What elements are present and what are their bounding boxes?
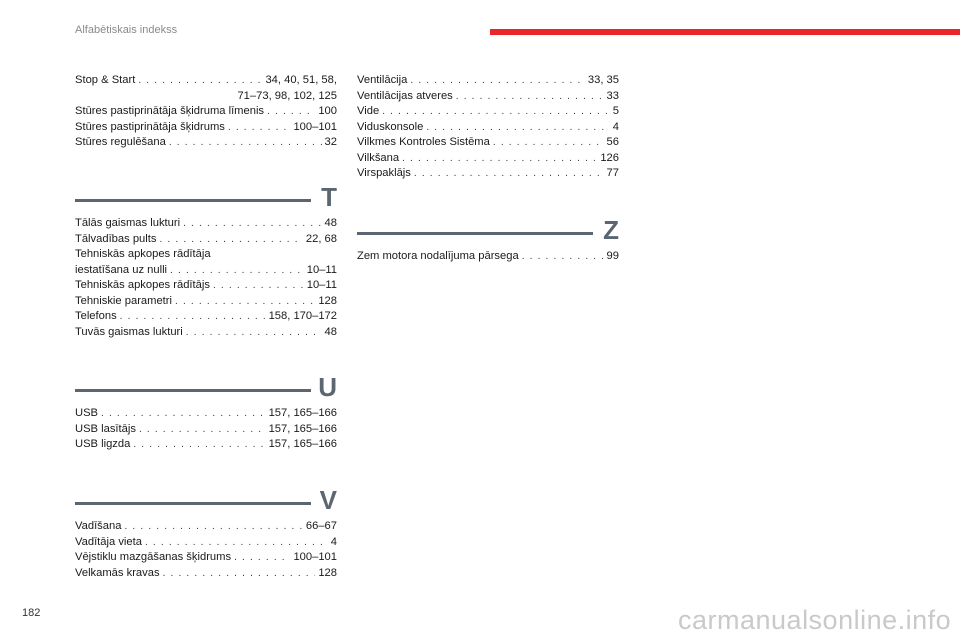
index-entry — [357, 249, 619, 265]
entry-label: Vadīšana — [75, 520, 122, 532]
entry-pages: 77 — [606, 167, 619, 179]
entry-label: Tuvās gaismas lukturi — [75, 325, 183, 338]
entry-label: Tehniskie parametri — [75, 294, 172, 307]
dot-leader — [493, 135, 604, 151]
entry-label: Stūres regulēšana — [75, 136, 166, 148]
entry-label: Ventilācijas atveres — [357, 89, 453, 102]
dot-leader — [183, 216, 321, 232]
section-divider — [357, 213, 619, 243]
entry-pages: 48 — [324, 325, 337, 338]
dot-leader — [414, 166, 604, 182]
entry-label: Tālvadības pults — [75, 232, 157, 245]
dot-leader — [175, 294, 315, 310]
entry-label: Vide — [357, 105, 380, 117]
divider-rule — [75, 502, 311, 505]
index-entry — [357, 151, 619, 167]
section-v — [75, 483, 337, 581]
section-letter: V — [319, 485, 337, 515]
dot-leader — [170, 263, 304, 279]
entry-pages: 128 — [318, 566, 337, 579]
index-entry — [357, 135, 619, 151]
entry-pages: 22, 68 — [305, 232, 337, 245]
entry-label: iestatīšana uz nulli — [75, 263, 168, 276]
dot-leader — [138, 73, 262, 89]
dot-leader — [234, 550, 290, 566]
entry-label: Stūres pastiprinātāja šķidruma līmenis — [75, 105, 265, 117]
entry-pages: 32 — [324, 136, 337, 148]
dot-leader — [456, 89, 604, 105]
entry-pages: 157, 165–166 — [268, 438, 337, 450]
index-entry — [75, 232, 337, 248]
index-entry — [357, 104, 619, 120]
entry-pages: 157, 165–166 — [268, 422, 337, 435]
header-accent-bar — [490, 29, 960, 35]
section-letter: Z — [603, 215, 619, 245]
entry-pages: 100 — [318, 105, 337, 117]
dot-leader — [124, 519, 302, 535]
entry-pages: 4 — [330, 535, 337, 548]
index-entry — [75, 422, 337, 438]
section-divider — [75, 483, 337, 513]
dot-leader — [426, 120, 609, 136]
entry-pages: 56 — [606, 136, 619, 148]
dot-leader — [163, 566, 316, 582]
index-entry — [75, 550, 337, 566]
divider-rule — [75, 389, 311, 392]
entry-label: Ventilācija — [357, 74, 408, 86]
entry-pages: 128 — [318, 294, 337, 307]
index-entry — [75, 406, 337, 422]
divider-rule — [357, 232, 593, 235]
entry-label: Virspaklājs — [357, 167, 411, 179]
dot-leader — [522, 249, 604, 265]
section-u — [75, 370, 337, 453]
dot-leader — [228, 120, 291, 136]
entry-pages: 4 — [612, 120, 619, 133]
dot-leader — [139, 422, 266, 438]
section-divider — [75, 370, 337, 400]
entry-pages: 34, 40, 51, 58, — [265, 74, 337, 86]
page-number: 182 — [22, 607, 41, 619]
entry-pages: 10–11 — [306, 279, 337, 291]
entry-label: Stūres pastiprinātāja šķidrums — [75, 120, 225, 133]
entry-pages: 5 — [612, 105, 619, 117]
entry-pages: 126 — [600, 151, 619, 164]
index-entry — [75, 73, 337, 89]
section-divider — [75, 180, 337, 210]
entry-label: Tehniskās apkopes rādītājs — [75, 279, 210, 291]
index-entry — [75, 437, 337, 453]
index-entry — [75, 135, 337, 151]
entry-label: Viduskonsole — [357, 120, 424, 133]
entry-label: Zem motora nodalījuma pārsega — [357, 250, 519, 262]
section-t — [75, 180, 337, 340]
entry-pages-continued: 71–73, 98, 102, 125 — [237, 89, 337, 102]
index-entry — [75, 120, 337, 136]
dot-leader — [120, 309, 266, 325]
dot-leader — [402, 151, 597, 167]
entry-pages: 158, 170–172 — [268, 310, 337, 322]
divider-rule — [75, 199, 311, 202]
entry-pages: 100–101 — [293, 120, 337, 133]
entry-pages: 33 — [606, 89, 619, 102]
dot-leader — [410, 73, 585, 89]
index-entry — [75, 519, 337, 535]
entry-pages: 66–67 — [305, 520, 337, 532]
index-column-right — [357, 73, 619, 182]
dot-leader — [133, 437, 265, 453]
entry-label: Vilkšana — [357, 151, 400, 164]
index-entry — [357, 120, 619, 136]
index-entry — [75, 263, 337, 279]
entry-pages: 99 — [606, 250, 619, 262]
index-entry — [75, 104, 337, 120]
section-letter: T — [321, 182, 337, 212]
section-z — [357, 213, 619, 265]
entry-label: Velkamās kravas — [75, 566, 160, 579]
index-entry — [75, 566, 337, 582]
entry-pages: 100–101 — [293, 551, 337, 563]
index-entry — [357, 73, 619, 89]
index-entry — [75, 278, 337, 294]
entry-label: USB — [75, 407, 99, 419]
index-entry — [75, 216, 337, 232]
entry-label: Stop & Start — [75, 74, 136, 86]
index-entry — [357, 166, 619, 182]
dot-leader — [159, 232, 302, 248]
index-entry — [75, 325, 337, 341]
index-entry — [357, 89, 619, 105]
entry-label: Telefons — [75, 310, 117, 322]
dot-leader — [145, 535, 328, 551]
index-entry — [75, 309, 337, 325]
dot-leader — [169, 135, 322, 151]
dot-leader — [213, 278, 304, 294]
dot-leader — [267, 104, 315, 120]
dot-leader — [382, 104, 610, 120]
dot-leader — [101, 406, 266, 422]
entry-pages: 48 — [324, 217, 337, 229]
entry-label: Vadītāja vieta — [75, 535, 142, 548]
section-letter: U — [318, 372, 337, 402]
dot-leader — [186, 325, 322, 341]
watermark: carmanualsonline.info — [678, 605, 952, 635]
entry-label: Tālās gaismas lukturi — [75, 217, 181, 229]
entry-pages: 10–11 — [306, 263, 337, 276]
header-title: Alfabētiskais indekss — [75, 24, 178, 36]
entry-label: USB ligzda — [75, 438, 131, 450]
index-entry — [75, 294, 337, 310]
entry-pages: 157, 165–166 — [268, 407, 337, 419]
entry-pages: 33, 35 — [587, 74, 619, 86]
entry-label: Vilkmes Kontroles Sistēma — [357, 136, 490, 148]
entry-label: Vējstiklu mazgāšanas šķidrums — [75, 551, 232, 563]
index-column-left — [75, 73, 337, 151]
index-entry — [75, 535, 337, 551]
entry-label: USB lasītājs — [75, 422, 136, 435]
index-entry-heading: Tehniskās apkopes rādītāja — [75, 248, 211, 260]
